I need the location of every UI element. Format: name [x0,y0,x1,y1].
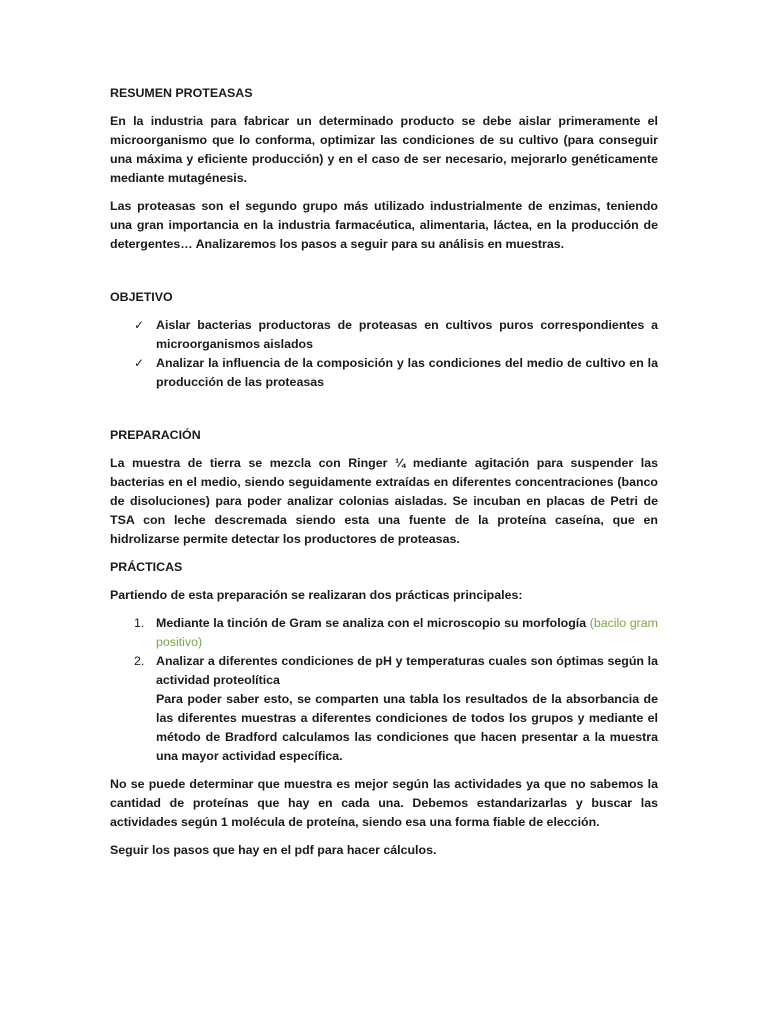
check-icon: ✓ [134,356,145,370]
practicas-item [110,652,658,766]
conclusion-paragraph-1: No se puede determinar que muestra es mejor según las actividades ya que no sabemos la cantidad de proteínas que hay en cada una. Debemos estandarizarlas y buscar las actividades según 1 molécula de proteína, siendo esa una forma fiable de elección. [110,777,658,829]
check-icon: ✓ [134,318,145,332]
intro-paragraph-2: Las proteasas son el segundo grupo más utilizado industrialmente de enzimas, teniendo una gran importancia en la industria farmacéutica, alimentaria, láctea, en la producción de detergentes… Analizaremos los pasos a seguir para su análisis en muestras. [110,199,658,251]
practicas-intro: Partiendo de esta preparación se realizaran dos prácticas principales: [110,588,523,602]
conclusion-paragraph-2: Seguir los pasos que hay en el pdf para hacer cálculos. [110,843,437,857]
practicas-item-text: Analizar a diferentes condiciones de pH y temperaturas cuales son óptimas según la actividad proteolítica [156,654,658,687]
objetivo-item-text: Aislar bacterias productoras de proteasas en cultivos puros correspondientes a microorganismos aislados [156,318,658,351]
objetivo-heading: OBJETIVO [110,290,173,304]
practicas-list [110,614,658,766]
item-number: 1. [134,616,145,630]
practicas-heading: PRÁCTICAS [110,560,183,574]
practicas-item-note: Para poder saber esto, se comparten una tabla los resultados de la absorbancia de las diferentes muestras a diferentes condiciones de todos los grupos y mediante el método de Bradford calculamos las condiciones que hacen presentar a la muestra una mayor actividad específica. [156,692,658,763]
objetivo-list [110,316,658,392]
document-page [110,84,658,860]
document-title: RESUMEN PROTEASAS [110,86,253,100]
highlight-text: (bacilo gram positivo) [156,616,658,649]
practicas-item-text: Mediante la tinción de Gram se analiza con el microscopio su morfología [156,616,590,630]
objetivo-item-text: Analizar la influencia de la composición y las condiciones del medio de cultivo en la producción de las proteasas [156,356,658,389]
intro-paragraph-1: En la industria para fabricar un determinado producto se debe aislar primeramente el microorganismo que lo conforma, optimizar las condiciones de su cultivo (para conseguir una máxima y eficiente producción) y en el caso de ser necesario, mejorarlo genéticamente mediante mutagénesis. [110,114,658,185]
item-number: 2. [134,654,145,668]
objetivo-item [110,354,658,392]
preparacion-paragraph: La muestra de tierra se mezcla con Ringer ¼ mediante agitación para suspender las bacterias en el medio, siendo seguidamente extraídas en diferentes concentraciones (banco de disoluciones) para poder analizar colonias aisladas. Se incuban en placas de Petri de TSA con leche descremada siendo esta una fuente de la proteína caseína, que en hidrolizarse permite detectar los productores de proteasas. [110,456,658,546]
practicas-item [110,614,658,652]
objetivo-item [110,316,658,354]
preparacion-heading: PREPARACIÓN [110,428,201,442]
